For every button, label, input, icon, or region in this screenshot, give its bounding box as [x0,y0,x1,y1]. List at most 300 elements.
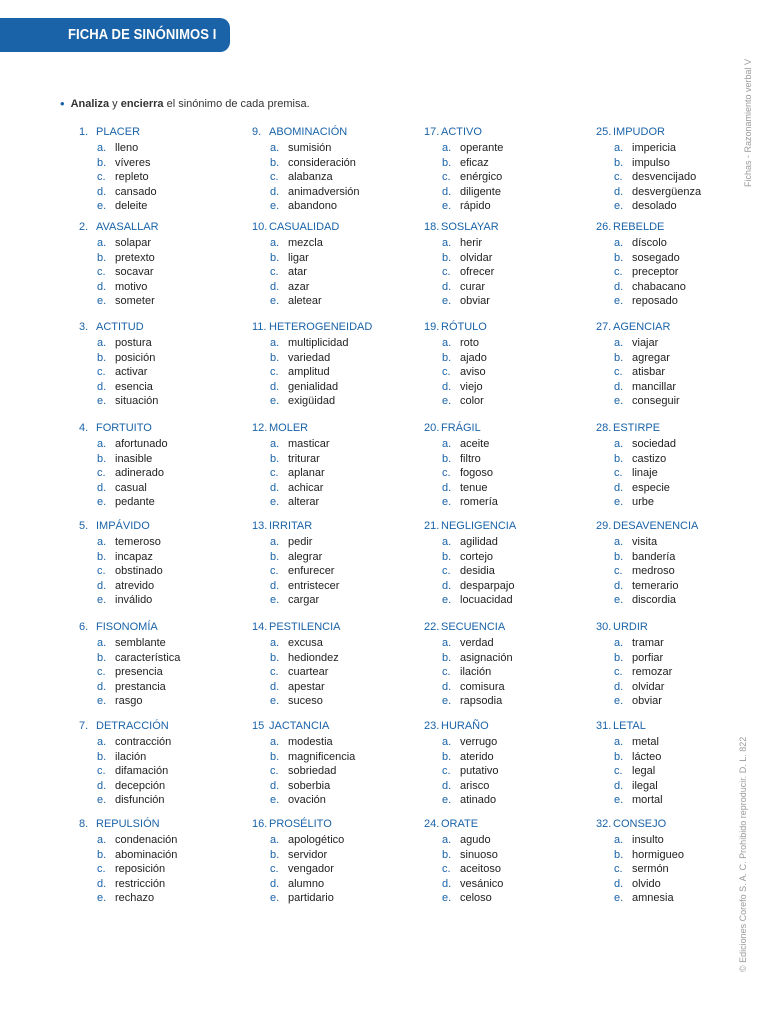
option-text: rasgo [115,695,143,708]
option[interactable] [424,466,592,481]
option-text: presencia [115,666,163,679]
option[interactable] [79,891,247,906]
option[interactable] [424,750,592,765]
option[interactable] [252,466,420,481]
option-letter: b. [614,251,624,264]
option-letter: e. [97,295,107,308]
option[interactable] [252,779,420,794]
option-text: cansado [115,185,157,198]
premise-heading [424,619,592,635]
option[interactable] [596,351,764,366]
option[interactable] [79,833,247,848]
option[interactable] [79,236,247,251]
premise-number: 2. [79,221,89,233]
option[interactable] [252,764,420,779]
premise-number: 7. [79,720,89,732]
option[interactable] [79,550,247,565]
option[interactable] [252,481,420,496]
exercise-item [252,619,420,709]
option-text: putativo [460,765,499,778]
option[interactable] [252,365,420,380]
option[interactable] [79,251,247,266]
option-letter: b. [270,251,280,264]
option[interactable] [252,665,420,680]
option-letter: c. [97,765,106,778]
option[interactable] [596,199,764,214]
option-text: rápido [460,200,491,213]
option-text: someter [115,295,155,308]
option-text: celoso [460,892,492,905]
option-text: romería [460,496,498,509]
option[interactable] [596,170,764,185]
option[interactable] [252,793,420,808]
option[interactable] [596,380,764,395]
option[interactable] [596,481,764,496]
premise-number: 26. [596,221,612,233]
premise-heading [596,718,764,734]
option[interactable] [424,593,592,608]
option[interactable] [596,862,764,877]
option[interactable] [424,564,592,579]
option[interactable] [79,579,247,594]
option[interactable] [596,394,764,409]
option[interactable] [424,764,592,779]
premise-heading [424,420,592,436]
premise-number: 17. [424,126,440,138]
option[interactable] [79,170,247,185]
option[interactable] [424,651,592,666]
option-letter: c. [442,765,451,778]
option-letter: a. [270,536,280,548]
option[interactable] [252,380,420,395]
premise-word: SOSLAYAR [441,221,499,233]
exercise-item [252,124,420,214]
option-letter: c. [442,366,451,379]
exercise-item [252,219,420,309]
option-letter: b. [442,750,452,763]
option[interactable] [596,236,764,251]
premise-word: ORATE [441,818,479,830]
premise-heading [424,124,592,140]
premise-word: AGENCIAR [613,321,671,333]
option-letter: d. [614,877,624,890]
option-letter: a. [97,536,107,548]
option[interactable] [252,351,420,366]
option-letter: d. [97,380,107,393]
option-letter: a. [442,834,452,846]
option[interactable] [79,779,247,794]
option-text: obviar [632,695,662,708]
option[interactable] [596,694,764,709]
option-text: conseguir [632,395,680,408]
option[interactable] [596,466,764,481]
option[interactable] [79,437,247,452]
option[interactable] [79,862,247,877]
option-letter: d. [442,380,452,393]
option[interactable] [79,481,247,496]
option[interactable] [79,141,247,156]
option[interactable] [424,265,592,280]
option[interactable] [79,280,247,295]
option[interactable] [424,452,592,467]
option[interactable] [424,236,592,251]
option-text: impericia [632,142,677,154]
option[interactable] [596,651,764,666]
option[interactable] [424,380,592,395]
option[interactable] [252,651,420,666]
option-letter: b. [442,452,452,465]
option-letter: d. [270,579,280,592]
option-letter: b. [270,452,280,465]
option[interactable] [424,336,592,351]
option-text: amplitud [288,366,330,379]
option[interactable] [596,365,764,380]
premise-number: 10. [252,221,268,233]
option[interactable] [596,156,764,171]
option[interactable] [79,294,247,309]
option[interactable] [79,750,247,765]
option-text: temerario [632,579,679,592]
option-letter: b. [97,550,107,563]
option[interactable] [79,636,247,651]
option[interactable] [79,848,247,863]
option[interactable] [424,779,592,794]
option[interactable] [596,280,764,295]
option[interactable] [424,877,592,892]
option[interactable] [79,764,247,779]
option[interactable] [252,564,420,579]
premise-word: ABOMINACIÓN [269,126,348,138]
premise-number: 28. [596,422,612,434]
option[interactable] [596,848,764,863]
exercise-item [424,124,592,214]
premise-number: 5. [79,520,89,532]
option[interactable] [596,593,764,608]
option[interactable] [79,793,247,808]
option-letter: c. [97,863,106,876]
option-text: aterido [460,750,494,763]
option[interactable] [424,495,592,510]
option[interactable] [252,750,420,765]
option[interactable] [596,764,764,779]
option[interactable] [79,199,247,214]
option-letter: c. [614,863,623,876]
premise-word: FORTUITO [96,422,152,434]
option[interactable] [424,665,592,680]
option[interactable] [252,694,420,709]
option-letter: e. [442,892,452,905]
option-text: apestar [288,680,325,693]
option[interactable] [79,651,247,666]
option[interactable] [596,452,764,467]
option[interactable] [252,294,420,309]
option[interactable] [596,579,764,594]
option-letter: c. [97,366,106,379]
premise-heading [79,319,247,335]
option-text: atinado [460,794,497,807]
option-letter: e. [97,496,107,509]
option[interactable] [596,185,764,200]
option-letter: e. [270,496,280,509]
option[interactable] [596,665,764,680]
option[interactable] [252,452,420,467]
option[interactable] [252,141,420,156]
option-text: casual [115,481,147,494]
option[interactable] [79,394,247,409]
option-text: viajar [632,337,659,349]
option-text: atrevido [115,579,155,592]
instruction: • Analiza y encierra el sinónimo de cada premisa. [60,96,310,111]
option[interactable] [252,579,420,594]
option-letter: b. [442,156,452,169]
option[interactable] [424,694,592,709]
option[interactable] [424,156,592,171]
option[interactable] [596,793,764,808]
option[interactable] [596,779,764,794]
option[interactable] [79,185,247,200]
premise-heading [79,619,247,635]
option-letter: b. [442,251,452,264]
option[interactable] [79,735,247,750]
option-letter: e. [614,200,624,213]
option[interactable] [596,735,764,750]
option[interactable] [252,636,420,651]
option[interactable] [424,481,592,496]
option-text: sinuoso [460,848,498,861]
option[interactable] [79,564,247,579]
premise-number: 8. [79,818,89,830]
option[interactable] [252,735,420,750]
option[interactable] [596,891,764,906]
option-letter: e. [614,594,624,607]
option[interactable] [252,495,420,510]
option[interactable] [79,680,247,695]
option[interactable] [79,380,247,395]
option-text: ofrecer [460,266,495,279]
option[interactable] [424,365,592,380]
option[interactable] [79,694,247,709]
option[interactable] [252,236,420,251]
option-letter: b. [270,848,280,861]
premise-number: 19. [424,321,440,333]
option[interactable] [79,535,247,550]
premise-heading [252,816,420,832]
premise-word: MOLER [269,422,309,434]
option[interactable] [424,579,592,594]
option[interactable] [252,848,420,863]
option[interactable] [424,680,592,695]
option-text: hormigueo [632,848,684,861]
option[interactable] [252,833,420,848]
option[interactable] [252,437,420,452]
option-text: disfunción [115,794,165,807]
option-text: inasible [115,452,153,465]
option[interactable] [596,877,764,892]
option-text: esencia [115,380,153,393]
option-letter: c. [270,366,279,379]
option[interactable] [596,564,764,579]
exercise-item [252,518,420,608]
option[interactable] [252,877,420,892]
option-letter: d. [442,877,452,890]
option-text: multiplicidad [288,337,349,349]
option-letter: b. [442,550,452,563]
option[interactable] [424,251,592,266]
option[interactable] [252,535,420,550]
option[interactable] [79,466,247,481]
option-letter: a. [270,438,280,450]
option[interactable] [596,833,764,848]
option-letter: c. [270,467,279,480]
option[interactable] [252,862,420,877]
option-letter: d. [614,280,624,293]
option[interactable] [596,437,764,452]
option[interactable] [79,452,247,467]
premise-word: LETAL [613,720,646,732]
exercise-item [252,718,420,808]
option-letter: a. [270,834,280,846]
option[interactable] [424,185,592,200]
option-letter: a. [270,237,280,249]
option[interactable] [252,394,420,409]
header-band [0,18,230,52]
premise-heading [596,420,764,436]
option-text: activar [115,366,148,379]
option[interactable] [252,891,420,906]
premise-word: ACTITUD [96,321,144,333]
option-letter: a. [442,337,452,349]
exercise-item [424,619,592,709]
premise-number: 11. [252,321,267,333]
option[interactable] [596,680,764,695]
option[interactable] [596,336,764,351]
option[interactable] [79,351,247,366]
option-letter: a. [614,337,624,349]
option[interactable] [596,636,764,651]
option[interactable] [252,680,420,695]
option[interactable] [596,141,764,156]
option-letter: a. [270,637,280,649]
option-letter: a. [270,337,280,349]
option-text: remozar [632,666,673,679]
option[interactable] [424,862,592,877]
option[interactable] [424,394,592,409]
option[interactable] [79,156,247,171]
option[interactable] [424,280,592,295]
premise-heading [424,219,592,235]
option[interactable] [252,280,420,295]
premise-heading [252,219,420,235]
option-letter: a. [442,438,452,450]
option-text: discordia [632,594,677,607]
option[interactable] [424,550,592,565]
option[interactable] [252,185,420,200]
option-text: pedir [288,536,313,548]
option[interactable] [424,199,592,214]
option[interactable] [79,665,247,680]
page-title: FICHA DE SINÓNIMOS I [68,27,217,43]
option[interactable] [79,495,247,510]
option-text: rapsodia [460,695,503,708]
option-letter: d. [614,185,624,198]
option[interactable] [424,735,592,750]
premise-heading [424,816,592,832]
option[interactable] [424,141,592,156]
exercise-item [596,718,764,808]
option-letter: a. [270,142,280,154]
option[interactable] [596,265,764,280]
option[interactable] [596,535,764,550]
option-text: viejo [460,380,483,393]
option-letter: a. [270,736,280,748]
option[interactable] [424,833,592,848]
option[interactable] [596,495,764,510]
option[interactable] [596,294,764,309]
option[interactable] [252,336,420,351]
option[interactable] [79,265,247,280]
option-text: vengador [288,863,334,876]
option[interactable] [424,891,592,906]
option[interactable] [424,848,592,863]
option[interactable] [424,351,592,366]
option[interactable] [79,365,247,380]
option[interactable] [79,877,247,892]
option[interactable] [596,750,764,765]
option-text: asignación [460,651,513,664]
option-text: prestancia [115,680,166,693]
option-text: exigüidad [288,395,336,408]
option-text: verrugo [460,736,498,748]
option[interactable] [252,251,420,266]
option-text: azar [288,280,310,293]
option[interactable] [252,199,420,214]
option[interactable] [79,593,247,608]
option-letter: c. [614,366,623,379]
option[interactable] [252,550,420,565]
option[interactable] [252,265,420,280]
option-letter: b. [442,351,452,364]
premise-number: 24. [424,818,440,830]
option[interactable] [252,156,420,171]
option-letter: b. [614,750,624,763]
option-text: característica [115,651,181,664]
option[interactable] [252,170,420,185]
option[interactable] [424,437,592,452]
option[interactable] [252,593,420,608]
option[interactable] [424,793,592,808]
option[interactable] [424,170,592,185]
premise-heading [79,219,247,235]
option-letter: b. [97,251,107,264]
option-text: posición [115,351,156,364]
option-text: postura [115,337,152,349]
option[interactable] [424,636,592,651]
premise-number: 23. [424,720,440,732]
option-text: genialidad [288,380,339,393]
option-letter: e. [442,200,452,213]
option[interactable] [596,550,764,565]
option-text: partidario [288,892,334,905]
option[interactable] [596,251,764,266]
premise-heading [79,718,247,734]
option-text: curar [460,280,486,293]
option[interactable] [79,336,247,351]
option[interactable] [424,294,592,309]
option-text: excusa [288,637,323,649]
option-letter: a. [614,736,624,748]
premise-heading [596,319,764,335]
option[interactable] [424,535,592,550]
